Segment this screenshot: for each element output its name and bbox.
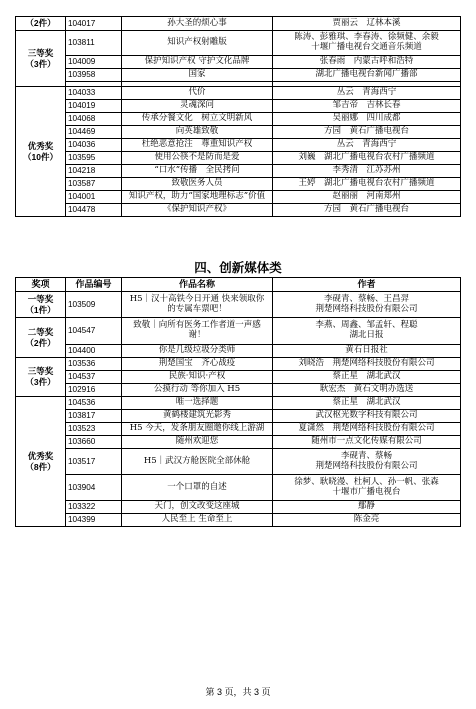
work-author-line: 吴丽娜 四川成都	[332, 113, 401, 124]
work-title	[122, 87, 273, 100]
work-author-line: 湖北日报	[349, 330, 384, 340]
table-row	[16, 358, 461, 371]
work-number: 103322	[66, 501, 122, 514]
work-author	[273, 449, 461, 475]
work-title-line: 你是几级垃圾分类师	[158, 345, 236, 356]
work-number: 103517	[66, 449, 122, 475]
award-text: （10件）	[23, 151, 58, 162]
section-title: 四、创新媒体类	[194, 260, 282, 275]
work-title	[122, 397, 273, 410]
work-author	[273, 397, 461, 410]
work-title	[122, 178, 273, 191]
work-title	[122, 56, 273, 69]
work-title	[122, 318, 273, 345]
table-row	[16, 514, 461, 527]
work-author	[273, 69, 461, 82]
table-row	[16, 292, 461, 318]
award-cell	[16, 358, 66, 397]
work-author-line: 丛云 青海西宁	[336, 139, 397, 150]
table-row	[16, 17, 461, 31]
table-row	[16, 475, 461, 501]
work-author	[273, 318, 461, 345]
work-title	[122, 423, 273, 436]
work-number: 104478	[66, 204, 122, 217]
work-author-line: 随州市一点文化传媒有限公司	[311, 436, 422, 447]
work-number: 103523	[66, 423, 122, 436]
table-row	[16, 87, 461, 100]
award-text: （3件）	[25, 377, 56, 387]
work-author-line: 张春雨 内蒙古呼和浩特	[319, 56, 414, 67]
award-cell	[16, 292, 66, 318]
work-title	[122, 152, 273, 165]
award-text: （3件）	[25, 58, 56, 69]
table-row	[16, 56, 461, 69]
work-title-line: “口水”传播 全民拷问	[154, 165, 240, 176]
work-author-line: 赵丽丽 河南郑州	[332, 191, 401, 202]
work-author-line: 蔡正星 湖北武汉	[332, 371, 401, 382]
award-cell	[16, 87, 66, 217]
award-text: 一等奖	[27, 293, 54, 304]
work-title	[122, 514, 273, 527]
work-title	[122, 165, 273, 178]
work-author	[273, 358, 461, 371]
work-author-line: 方园 黄石广播电视台	[323, 126, 409, 137]
award-text: 三等奖	[27, 366, 54, 376]
table-row	[16, 410, 461, 423]
work-author-line: 李燕、周鑫、邹孟轩、程聪	[315, 320, 418, 331]
work-title	[122, 31, 273, 56]
work-author	[273, 371, 461, 384]
work-title-line: 天门，创文改变这座城	[154, 501, 240, 512]
work-title-line: 向英雄致敬	[175, 126, 219, 137]
table-row	[16, 69, 461, 82]
award-text: （2件）	[25, 18, 56, 28]
innovative-media-table	[15, 277, 461, 527]
work-title-line: 人民至上 生命至上	[161, 514, 233, 525]
table-row	[16, 191, 461, 204]
work-title-line: H5｜汉十高铁今日开通 快来领取你	[129, 293, 265, 304]
work-author-line: 荆楚网络科技股份有限公司	[315, 460, 418, 471]
work-author-line: 黄石日报社	[345, 345, 388, 356]
table-row	[16, 423, 461, 436]
work-title	[122, 113, 273, 126]
work-author	[273, 501, 461, 514]
work-author-line: 陈涛、彭雅琪、李春涛、徐频健、余毅	[294, 32, 439, 43]
work-number: 104019	[66, 100, 122, 113]
work-title-line: 黄鹤楼建筑光影秀	[162, 410, 231, 421]
work-title-line: 国家	[188, 69, 206, 80]
table-row	[16, 436, 461, 449]
work-number: 103660	[66, 436, 122, 449]
work-title	[122, 449, 273, 475]
work-number: 103958	[66, 69, 122, 82]
work-title	[122, 501, 273, 514]
work-title	[122, 139, 273, 152]
work-number: 104536	[66, 397, 122, 410]
work-title-line: 的专属车票吧！	[167, 303, 227, 314]
work-title-line: 公摸行动 等你加入 H5	[153, 384, 241, 395]
work-author	[273, 178, 461, 191]
award-text: （8件）	[25, 461, 56, 472]
work-author	[273, 113, 461, 126]
work-author-line: 十堰市广播电视台	[332, 486, 401, 497]
award-text: 二等奖	[27, 326, 54, 337]
work-author	[273, 100, 461, 113]
work-number: 104399	[66, 514, 122, 527]
work-title-line: 谢！	[188, 330, 206, 340]
work-author	[273, 423, 461, 436]
work-title-line: 知识产权，助力“国家地理标志”价值	[128, 191, 266, 202]
table-row	[16, 501, 461, 514]
award-text: 三等奖	[27, 47, 54, 58]
work-author	[273, 152, 461, 165]
work-author-line: 陈金亮	[353, 514, 380, 525]
work-author	[273, 345, 461, 358]
work-author	[273, 191, 461, 204]
work-title-line: 杜绝恶意抢注 尊重知识产权	[141, 139, 253, 150]
work-author-line: 蔡正星 湖北武汉	[332, 397, 401, 408]
work-number: 104469	[66, 126, 122, 139]
work-number: 104036	[66, 139, 122, 152]
table-row	[16, 165, 461, 178]
work-author	[273, 87, 461, 100]
work-number: 103587	[66, 178, 122, 191]
work-title	[122, 204, 273, 217]
work-author-line: 刘晓浩 荆楚网络科技股份有限公司	[298, 358, 435, 369]
work-title-line: 随州欢迎您	[175, 436, 219, 447]
work-number: 103536	[66, 358, 122, 371]
work-author	[273, 436, 461, 449]
work-title-line: H5｜武汉方舱医院全部休舱	[143, 455, 251, 466]
award-text: （1件）	[25, 304, 56, 315]
award-text: （2件）	[25, 337, 56, 348]
work-author-line: 鄢静	[357, 501, 375, 512]
table-row	[16, 345, 461, 358]
work-title-line: 传承分餐文化 树立文明新风	[141, 113, 253, 124]
work-author-line: 耿宏杰 黄石文明办选送	[319, 384, 414, 395]
work-title-line: 致敬｜向所有医务工作者道一声感	[133, 320, 261, 331]
table-row	[16, 178, 461, 191]
work-title-line: 唯一选择题	[175, 397, 219, 408]
award-text: 优秀奖	[27, 140, 54, 151]
work-author-line: 夏潇然 荆楚网络科技股份有限公司	[298, 423, 435, 434]
work-number: 103817	[66, 410, 122, 423]
work-number: 104001	[66, 191, 122, 204]
work-author	[273, 139, 461, 152]
table-row	[16, 113, 461, 126]
work-number: 104537	[66, 371, 122, 384]
work-number: 104068	[66, 113, 122, 126]
work-author-line: 方园 黄石广播电视台	[323, 204, 409, 215]
page-footer: 第 3 页，共 3 页	[205, 687, 271, 697]
table-row	[16, 139, 461, 152]
work-title-line: 灵魂深问	[179, 100, 214, 111]
work-title	[122, 69, 273, 82]
work-number: 103595	[66, 152, 122, 165]
work-title-line: 代价	[188, 87, 206, 98]
work-author-line: 十堰广播电视台交通音乐频道	[311, 42, 422, 52]
work-number: 103509	[66, 292, 122, 318]
work-title-line: H5 今天，发条朋友圈邀你线上游湖	[129, 423, 265, 434]
work-title	[122, 126, 273, 139]
work-title-line: 民族·知识·产权	[168, 371, 226, 382]
table-row	[16, 397, 461, 410]
work-number: 104218	[66, 165, 122, 178]
award-cell	[16, 318, 66, 358]
work-author	[273, 384, 461, 397]
work-title	[122, 100, 273, 113]
award-cell	[16, 31, 66, 87]
work-title	[122, 191, 273, 204]
work-number: 102916	[66, 384, 122, 397]
work-number: 104033	[66, 87, 122, 100]
header-title: 作品名称	[122, 278, 273, 292]
work-number: 104009	[66, 56, 122, 69]
table-row	[16, 100, 461, 113]
work-author	[273, 292, 461, 318]
work-number: 103904	[66, 475, 122, 501]
table-row	[16, 126, 461, 139]
work-author	[273, 410, 461, 423]
work-author	[273, 514, 461, 527]
work-author	[273, 17, 461, 31]
work-author	[273, 56, 461, 69]
work-author-line: 邹吉帝 吉林长春	[332, 100, 401, 111]
table-row	[16, 449, 461, 475]
award-cell	[16, 397, 66, 527]
award-cell	[16, 17, 66, 31]
work-title	[122, 371, 273, 384]
table-row	[16, 152, 461, 165]
work-author	[273, 204, 461, 217]
work-author-line: 李砚青、蔡畅	[340, 450, 392, 461]
work-title-line: 一个口罩的自述	[167, 481, 227, 492]
results-table-continued	[15, 16, 461, 217]
work-author-line: 李秀清 江苏苏州	[332, 165, 401, 176]
work-author-line: 湖北广播电视台新闻广播部	[315, 69, 418, 80]
work-number: 104400	[66, 345, 122, 358]
work-author-line: 徐梦、耿晓漫、杜柯人、孙一帆、张森	[294, 476, 439, 487]
table-row	[16, 31, 461, 56]
header-award: 奖项	[16, 278, 66, 292]
work-number: 104547	[66, 318, 122, 345]
header-number: 作品编号	[66, 278, 122, 292]
work-author	[273, 165, 461, 178]
header-author: 作者	[273, 278, 461, 292]
work-title-line: 使用公筷不是防而是爱	[154, 152, 240, 163]
work-title	[122, 436, 273, 449]
table-row	[16, 384, 461, 397]
work-author-line: 贾丽云 辽林本溪	[332, 17, 401, 28]
work-author	[273, 475, 461, 501]
work-title	[122, 475, 273, 501]
work-author-line: 王婷 湖北广播电视台农村广播频道	[298, 178, 435, 189]
work-title	[122, 292, 273, 318]
work-author-line: 刘巍 湖北广播电视台农村广播频道	[298, 152, 435, 163]
table-row	[16, 204, 461, 217]
work-author-line: 李砚青、蔡畅、王昌羿	[323, 293, 409, 304]
work-author-line: 荆楚网络科技股份有限公司	[315, 303, 418, 314]
work-title	[122, 410, 273, 423]
work-title	[122, 17, 273, 31]
work-author-line: 丛云 青海西宁	[336, 87, 397, 98]
work-title	[122, 358, 273, 371]
award-text: 优秀奖	[27, 450, 54, 461]
work-title-line: 《保护知识产权》	[162, 204, 231, 215]
table-row	[16, 318, 461, 345]
work-number: 103811	[66, 31, 122, 56]
table-row	[16, 371, 461, 384]
work-author	[273, 126, 461, 139]
work-title-line: 保护知识产权 守护文化品牌	[144, 56, 250, 67]
work-number: 104017	[66, 17, 122, 31]
table-header	[16, 278, 461, 292]
work-title-line: 荆楚国宝 齐心战疫	[158, 358, 236, 369]
work-title	[122, 345, 273, 358]
work-title-line: 孙大圣的烦心事	[167, 17, 227, 28]
work-author-line: 武汉枢光数字科技有限公司	[315, 410, 418, 421]
work-author	[273, 31, 461, 56]
work-title	[122, 384, 273, 397]
work-title-line: 知识产权射雕版	[167, 37, 227, 48]
work-title-line: 致敬医务人员	[171, 178, 223, 189]
